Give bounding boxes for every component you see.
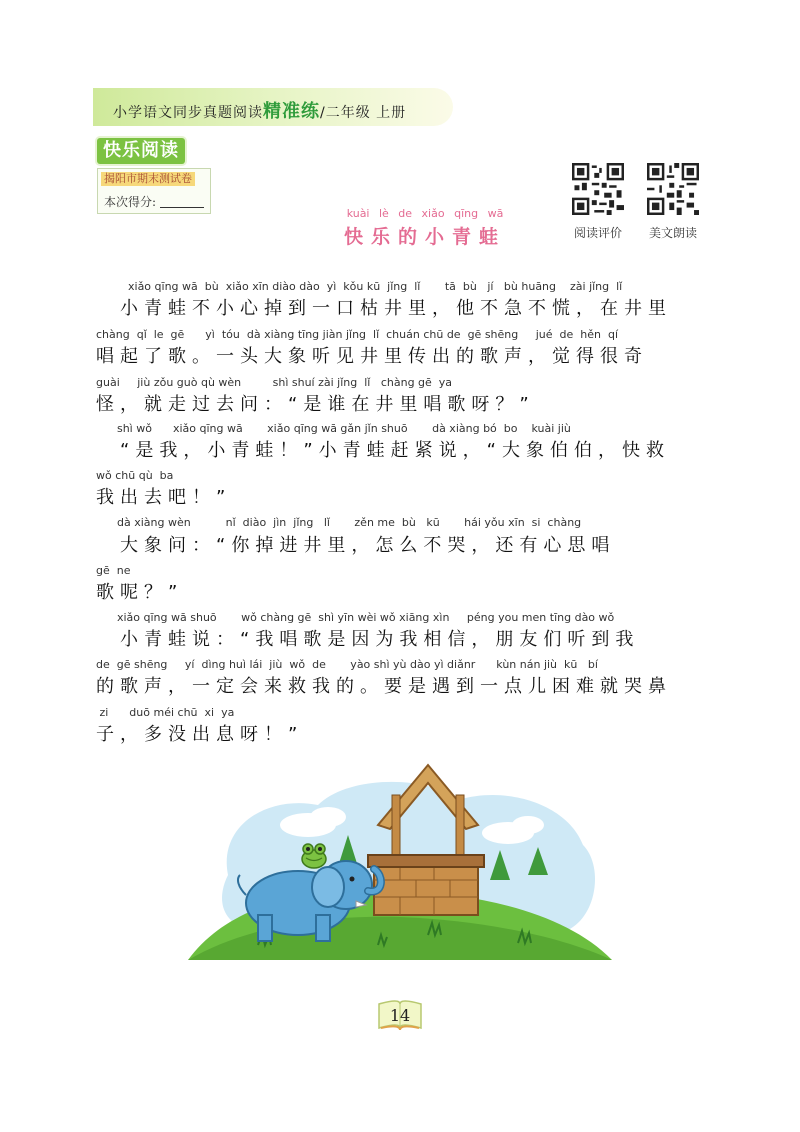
text-line: 小青蛙不小心掉到一口枯井里，他不急不慌，在井里 [96,298,672,319]
text-line: 我出去吧！” [96,487,232,508]
pinyin-line: de gē shēng yí dìng huì lái jiù wǒ de yào shì yù dào yì diǎnr kùn nán jiù kū bí [96,658,598,671]
text-line: 大象问：“你掉进井里，怎么不哭，还有心思唱 [96,535,616,556]
qr-caption-read-aloud: 美文朗读 [648,226,697,240]
pinyin-line: wǒ chū qù ba [96,469,174,482]
text-line: 歌呢？” [96,582,184,603]
pinyin-line: shì wǒ xiǎo qīng wā xiǎo qīng wā gǎn jǐn shuō dà xiàng bó bo kuài jiù [96,422,571,435]
qr-code-reading-evaluation[interactable] [572,163,624,215]
section-tag: 快乐阅读 [97,138,185,164]
text-line: 子，多没出息呀！” [96,724,304,745]
pinyin-line: gē ne [96,564,131,577]
page-title: 快乐的小青蛙 [343,226,506,248]
qr-code-icon [647,163,699,215]
pinyin-line: xiǎo qīng wā shuō wǒ chàng gē shì yīn wèi wǒ xiāng xìn péng you men tīng dào wǒ [96,611,615,624]
pinyin-line: guài jiù zǒu guò qù wèn shì shuí zài jǐng lǐ chàng gē ya [96,376,453,389]
page-number [375,998,425,1032]
text-line: 怪，就走过去问：“是谁在井里唱歌呀？” [96,394,535,415]
pinyin-line: chàng qǐ le gē yì tóu dà xiàng tīng jiàn jǐng lǐ chuán chū de gē shēng jué de hěn qí [96,328,618,341]
qr-code-icon [572,163,624,215]
text-line: 小青蛙说：“我唱歌是因为我相信，朋友们听到我 [96,629,640,650]
series-title-brand: 精准练 [263,101,320,122]
pinyin-line: xiǎo qīng wā bù xiǎo xīn diào dào yì kǒu kū jǐng lǐ tā bù jí bù huāng zài jǐng lǐ [128,280,623,293]
text-line: 唱起了歌。一头大象听见井里传出的歌声，觉得很奇 [96,346,648,367]
series-title [113,97,406,123]
series-title-pre: 小学语文同步真题阅读 [113,105,263,121]
source-box [97,168,211,214]
qr-caption-reading-evaluation: 阅读评价 [573,226,622,240]
series-title-post: /二年级 上册 [320,105,407,121]
page-number-label: 14 [389,1006,411,1025]
header-banner [93,88,453,126]
title-pinyin: kuài lè de xiǎo qīng wā [346,207,504,220]
pinyin-line: zi duō méi chū xi ya [96,706,235,719]
score-label: 本次得分: [104,195,157,209]
elephant-frog-well-illustration [188,755,612,960]
text-line: “是我，小青蛙！”小青蛙赶紧说，“大象伯伯，快救 [96,440,670,461]
qr-code-read-aloud[interactable] [647,163,699,215]
pinyin-line: dà xiàng wèn nǐ diào jìn jǐng lǐ zěn me bù kū hái yǒu xīn si chàng [96,516,582,529]
story-illustration [188,755,612,960]
score-blank[interactable] [160,207,204,208]
source-tag: 揭阳市期末测试卷 [101,172,195,186]
text-line: 的歌声，一定会来救我的。要是遇到一点儿困难就哭鼻 [96,676,672,697]
